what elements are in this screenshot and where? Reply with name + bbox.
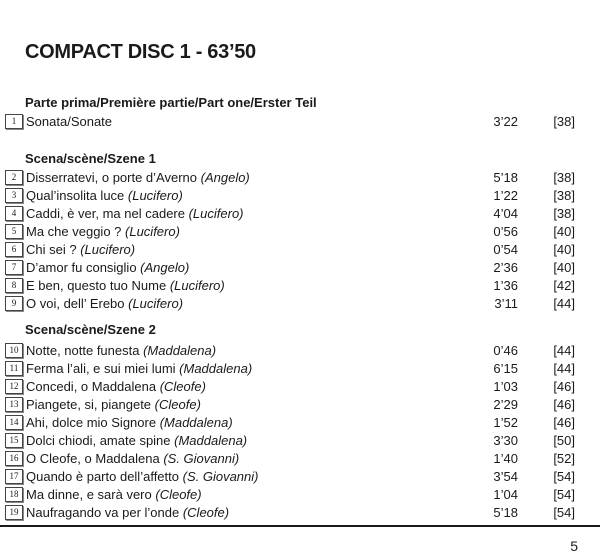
track-title bbox=[26, 432, 247, 449]
section-heading-part-one: Parte prima/Première partie/Part one/Erster Teil bbox=[25, 95, 317, 110]
track-number: 14 bbox=[5, 415, 23, 430]
track-name: O Cleofe, o Maddalena bbox=[26, 451, 164, 466]
track-page-ref: [44] bbox=[553, 343, 575, 358]
track-title bbox=[26, 187, 183, 204]
track-page-ref: [42] bbox=[553, 278, 575, 293]
track-title bbox=[26, 342, 216, 359]
track-duration: 1’04 bbox=[493, 487, 518, 502]
track-name: Notte, notte funesta bbox=[26, 343, 144, 358]
track-name: Chi sei ? bbox=[26, 242, 81, 257]
track-number: 9 bbox=[5, 296, 23, 311]
track-row bbox=[5, 378, 575, 395]
track-page-ref: [40] bbox=[553, 224, 575, 239]
track-duration: 0’56 bbox=[493, 224, 518, 239]
track-role: (S. Giovanni) bbox=[182, 469, 259, 484]
track-name: O voi, dell’ Erebo bbox=[26, 296, 129, 311]
track-page-ref: [38] bbox=[553, 188, 575, 203]
track-title bbox=[26, 223, 180, 240]
track-role: (Lucifero) bbox=[80, 242, 136, 257]
track-duration: 3’54 bbox=[493, 469, 518, 484]
track-number: 17 bbox=[5, 469, 23, 484]
track-page-ref: [38] bbox=[553, 170, 575, 185]
track-role: (Cleofe) bbox=[155, 487, 202, 502]
track-name: Sonata/Sonate bbox=[26, 114, 113, 129]
track-duration: 0’46 bbox=[493, 343, 518, 358]
track-name: Quando è parto dell’affetto bbox=[26, 469, 183, 484]
track-number: 3 bbox=[5, 188, 23, 203]
track-title bbox=[26, 169, 250, 186]
track-duration: 0’54 bbox=[493, 242, 518, 257]
track-number: 10 bbox=[5, 343, 23, 358]
track-title bbox=[26, 450, 239, 467]
track-title bbox=[26, 396, 201, 413]
track-page-ref: [54] bbox=[553, 469, 575, 484]
track-name: Ahi, dolce mio Signore bbox=[26, 415, 160, 430]
disc-title: COMPACT DISC 1 - 63’50 bbox=[25, 41, 256, 63]
track-row bbox=[5, 223, 575, 240]
track-number: 8 bbox=[5, 278, 23, 293]
page-number: 5 bbox=[570, 538, 578, 554]
track-title bbox=[26, 205, 244, 222]
track-role: (Lucifero) bbox=[128, 296, 184, 311]
track-name: Naufragando va per l’onde bbox=[26, 505, 183, 520]
track-row bbox=[5, 187, 575, 204]
track-role: (Maddalena) bbox=[174, 433, 248, 448]
track-duration: 1’03 bbox=[493, 379, 518, 394]
track-row bbox=[5, 169, 575, 186]
track-number: 6 bbox=[5, 242, 23, 257]
track-duration: 1’36 bbox=[493, 278, 518, 293]
track-role: (Lucifero) bbox=[169, 278, 225, 293]
track-role: (Cleofe) bbox=[182, 505, 230, 520]
track-page-ref: [54] bbox=[553, 505, 575, 520]
track-role: (Angelo) bbox=[200, 170, 250, 185]
track-row bbox=[5, 259, 575, 276]
track-title bbox=[26, 277, 225, 294]
track-name: Dolci chiodi, amate spine bbox=[26, 433, 175, 448]
track-title bbox=[26, 486, 202, 503]
track-page-ref: [54] bbox=[553, 487, 575, 502]
track-title bbox=[26, 504, 229, 521]
track-number: 11 bbox=[5, 361, 23, 376]
track-row bbox=[5, 504, 575, 521]
track-row bbox=[5, 113, 575, 130]
track-role: (Maddalena) bbox=[143, 343, 217, 358]
section-heading-scene-2: Scena/scène/Szene 2 bbox=[25, 322, 156, 337]
track-role: (Cleofe) bbox=[159, 379, 206, 394]
track-name: Qual’insolita luce bbox=[26, 188, 128, 203]
track-number: 16 bbox=[5, 451, 23, 466]
track-name: D’amor fu consiglio bbox=[26, 260, 141, 275]
track-page-ref: [38] bbox=[553, 114, 575, 129]
track-role: (Lucifero) bbox=[125, 224, 180, 239]
track-name: Ma dinne, e sarà vero bbox=[26, 487, 156, 502]
track-row bbox=[5, 468, 575, 485]
track-page-ref: [38] bbox=[553, 206, 575, 221]
track-duration: 1’52 bbox=[493, 415, 518, 430]
track-page-ref: [44] bbox=[553, 361, 575, 376]
track-duration: 3’30 bbox=[493, 433, 518, 448]
footer-rule bbox=[0, 525, 600, 527]
track-number: 18 bbox=[5, 487, 23, 502]
track-title bbox=[26, 414, 233, 431]
track-name: Piangete, si, piangete bbox=[26, 397, 155, 412]
track-page-ref: [46] bbox=[553, 415, 575, 430]
track-row bbox=[5, 205, 575, 222]
track-duration: 5’18 bbox=[493, 505, 518, 520]
track-row bbox=[5, 342, 575, 359]
track-page-ref: [40] bbox=[553, 242, 575, 257]
track-page-ref: [46] bbox=[553, 379, 575, 394]
track-page-ref: [52] bbox=[553, 451, 575, 466]
track-duration: 1’40 bbox=[493, 451, 518, 466]
track-duration: 1’22 bbox=[493, 188, 518, 203]
track-number: 13 bbox=[5, 397, 23, 412]
track-number: 7 bbox=[5, 260, 23, 275]
track-role: (Lucifero) bbox=[188, 206, 244, 221]
track-duration: 4’04 bbox=[493, 206, 518, 221]
track-row bbox=[5, 414, 575, 431]
track-role: (Cleofe) bbox=[154, 397, 201, 412]
track-row bbox=[5, 432, 575, 449]
track-duration: 2’29 bbox=[493, 397, 518, 412]
track-duration: 5’18 bbox=[493, 170, 518, 185]
track-title bbox=[26, 113, 112, 130]
track-number: 15 bbox=[5, 433, 23, 448]
track-role: (Maddalena) bbox=[179, 361, 253, 376]
track-number: 4 bbox=[5, 206, 23, 221]
track-duration: 3’22 bbox=[493, 114, 518, 129]
track-page-ref: [40] bbox=[553, 260, 575, 275]
track-row bbox=[5, 396, 575, 413]
track-duration: 2’36 bbox=[493, 260, 518, 275]
track-title bbox=[26, 360, 252, 377]
track-number: 1 bbox=[5, 114, 23, 129]
track-title bbox=[26, 468, 258, 485]
track-title bbox=[26, 259, 189, 276]
track-number: 19 bbox=[5, 505, 23, 520]
track-number: 2 bbox=[5, 170, 23, 185]
track-row bbox=[5, 486, 575, 503]
track-duration: 6’15 bbox=[493, 361, 518, 376]
track-title bbox=[26, 378, 206, 395]
track-name: Concedi, o Maddalena bbox=[26, 379, 160, 394]
track-duration: 3’11 bbox=[494, 296, 518, 311]
section-heading-scene-1: Scena/scène/Szene 1 bbox=[25, 151, 156, 166]
track-title bbox=[26, 241, 135, 258]
track-row bbox=[5, 277, 575, 294]
track-role: (Angelo) bbox=[140, 260, 190, 275]
track-row bbox=[5, 360, 575, 377]
track-name: Ferma l’ali, e sui miei lumi bbox=[26, 361, 180, 376]
track-page-ref: [46] bbox=[553, 397, 575, 412]
track-number: 12 bbox=[5, 379, 23, 394]
track-page-ref: [50] bbox=[553, 433, 575, 448]
track-row bbox=[5, 241, 575, 258]
track-page-ref: [44] bbox=[553, 296, 575, 311]
track-role: (Lucifero) bbox=[127, 188, 183, 203]
track-number: 5 bbox=[5, 224, 23, 239]
track-title bbox=[26, 295, 183, 312]
track-role: (Maddalena) bbox=[159, 415, 233, 430]
track-name: Disserratevi, o porte d’Averno bbox=[26, 170, 201, 185]
track-role: (S. Giovanni) bbox=[163, 451, 240, 466]
track-name: Caddi, è ver, ma nel cadere bbox=[26, 206, 189, 221]
track-name: Ma che veggio ? bbox=[26, 224, 126, 239]
track-row bbox=[5, 450, 575, 467]
track-row bbox=[5, 295, 575, 312]
track-name: E ben, questo tuo Nume bbox=[26, 278, 170, 293]
